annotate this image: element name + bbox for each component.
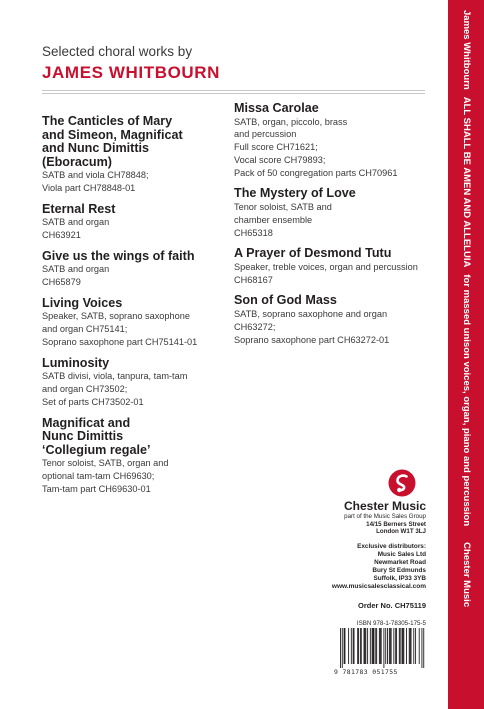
website-text: www.musicsalesclassical.com bbox=[331, 583, 426, 590]
isbn-text: ISBN 978-1-78305-175-5 bbox=[356, 620, 426, 627]
distributor-line: Bury St Edmunds bbox=[372, 567, 426, 574]
works-column-left bbox=[42, 115, 234, 503]
work-entry bbox=[42, 417, 234, 496]
work-detail: and percussion bbox=[234, 129, 297, 140]
work-detail: SATB and organ bbox=[42, 264, 110, 275]
work-detail: Vocal score CH79893; bbox=[234, 154, 326, 165]
order-number: Order No. CH75119 bbox=[358, 601, 426, 610]
work-title: A Prayer of Desmond Tutu bbox=[234, 246, 392, 261]
work-title: Nunc Dimittis bbox=[42, 429, 124, 444]
work-entry bbox=[42, 250, 234, 289]
work-detail: Set of parts CH73502-01 bbox=[42, 396, 144, 407]
work-detail: Tam-tam part CH69630-01 bbox=[42, 483, 151, 494]
work-title: and Simeon, Magnificat bbox=[42, 127, 183, 142]
divider-rule bbox=[42, 90, 425, 91]
work-detail: CH65879 bbox=[42, 276, 81, 287]
intro-text: Selected choral works by bbox=[42, 44, 193, 59]
work-title: Son of God Mass bbox=[234, 293, 337, 308]
work-entry bbox=[42, 203, 234, 242]
works-column-right bbox=[234, 102, 434, 354]
work-title: Luminosity bbox=[42, 355, 110, 370]
work-detail: CH68167 bbox=[234, 274, 273, 285]
work-detail: and organ CH75141; bbox=[42, 324, 128, 335]
work-detail: CH63921 bbox=[42, 229, 81, 240]
work-entry bbox=[234, 294, 434, 346]
composer-name: JAMES WHITBOURN bbox=[42, 63, 221, 82]
work-entry bbox=[234, 187, 434, 239]
work-detail: SATB, organ, piccolo, brass bbox=[234, 116, 348, 127]
distributor-line: Newmarket Road bbox=[374, 559, 426, 566]
work-detail: optional tam-tam CH69630; bbox=[42, 470, 155, 481]
work-detail: Tenor soloist, SATB and bbox=[234, 201, 332, 212]
spine-work-title: ALL SHALL BE AMEN AND ALLELUIA bbox=[461, 96, 472, 268]
work-title: (Eboracum) bbox=[42, 154, 112, 169]
work-detail: chamber ensemble bbox=[234, 214, 313, 225]
work-detail: Pack of 50 congregation parts CH70961 bbox=[234, 167, 398, 178]
work-title: The Mystery of Love bbox=[234, 186, 356, 201]
work-entry bbox=[234, 247, 434, 286]
chester-music-logo-icon bbox=[388, 469, 416, 497]
work-detail: Speaker, SATB, soprano saxophone bbox=[42, 311, 190, 322]
work-title: and Nunc Dimittis bbox=[42, 141, 150, 155]
publisher-address: London W1T 3LJ bbox=[376, 528, 426, 536]
work-title: Living Voices bbox=[42, 295, 123, 310]
work-title: Magnificat and bbox=[42, 415, 131, 430]
distributor-line: Suffolk, IP33 3YB bbox=[373, 575, 426, 582]
distributors-block bbox=[357, 543, 426, 583]
barcode-icon bbox=[340, 628, 426, 668]
work-detail: CH63272; bbox=[234, 321, 276, 332]
publisher-block bbox=[344, 499, 426, 536]
spine-publisher: Chester Music bbox=[461, 542, 472, 608]
work-title: Give us the wings of faith bbox=[42, 248, 195, 263]
spine-scoring: for massed unison voices, organ, piano and percussion bbox=[461, 274, 472, 527]
publisher-name: Chester Music bbox=[343, 499, 426, 513]
distributor-line: Music Sales Ltd bbox=[377, 551, 426, 558]
spine-composer: James Whitbourn bbox=[461, 10, 472, 90]
work-entry bbox=[42, 357, 234, 409]
work-detail: Speaker, treble voices, organ and percussion bbox=[234, 261, 418, 272]
publisher-group: part of the Music Sales Group bbox=[344, 513, 426, 520]
work-detail: Full score CH71621; bbox=[234, 142, 318, 153]
work-detail: Viola part CH78848-01 bbox=[42, 182, 136, 193]
barcode-digits: 9 781783 051755 bbox=[334, 668, 398, 676]
publisher-address: 14/15 Berners Street bbox=[366, 520, 426, 528]
work-entry bbox=[42, 297, 234, 349]
work-detail: Soprano saxophone part CH63272-01 bbox=[234, 334, 390, 345]
work-title: ‘Collegium regale’ bbox=[42, 442, 151, 457]
work-title: The Canticles of Mary bbox=[42, 114, 173, 128]
work-detail: SATB, soprano saxophone and organ bbox=[234, 308, 388, 319]
work-detail: Soprano saxophone part CH75141-01 bbox=[42, 336, 198, 347]
work-entry bbox=[42, 115, 234, 195]
work-detail: and organ CH73502; bbox=[42, 383, 128, 394]
work-title: Eternal Rest bbox=[42, 201, 116, 216]
work-detail: SATB divisi, viola, tanpura, tam-tam bbox=[42, 371, 188, 382]
work-detail: Tenor soloist, SATB, organ and bbox=[42, 458, 169, 469]
spine-text bbox=[461, 10, 472, 690]
work-detail: SATB and organ bbox=[42, 217, 110, 228]
work-detail: SATB and viola CH78848; bbox=[42, 170, 149, 180]
distributors-heading: Exclusive distributors: bbox=[357, 543, 426, 550]
work-entry bbox=[234, 102, 434, 179]
work-detail: CH65318 bbox=[234, 227, 273, 238]
divider-rule bbox=[42, 93, 425, 94]
work-title: Missa Carolae bbox=[234, 101, 319, 115]
